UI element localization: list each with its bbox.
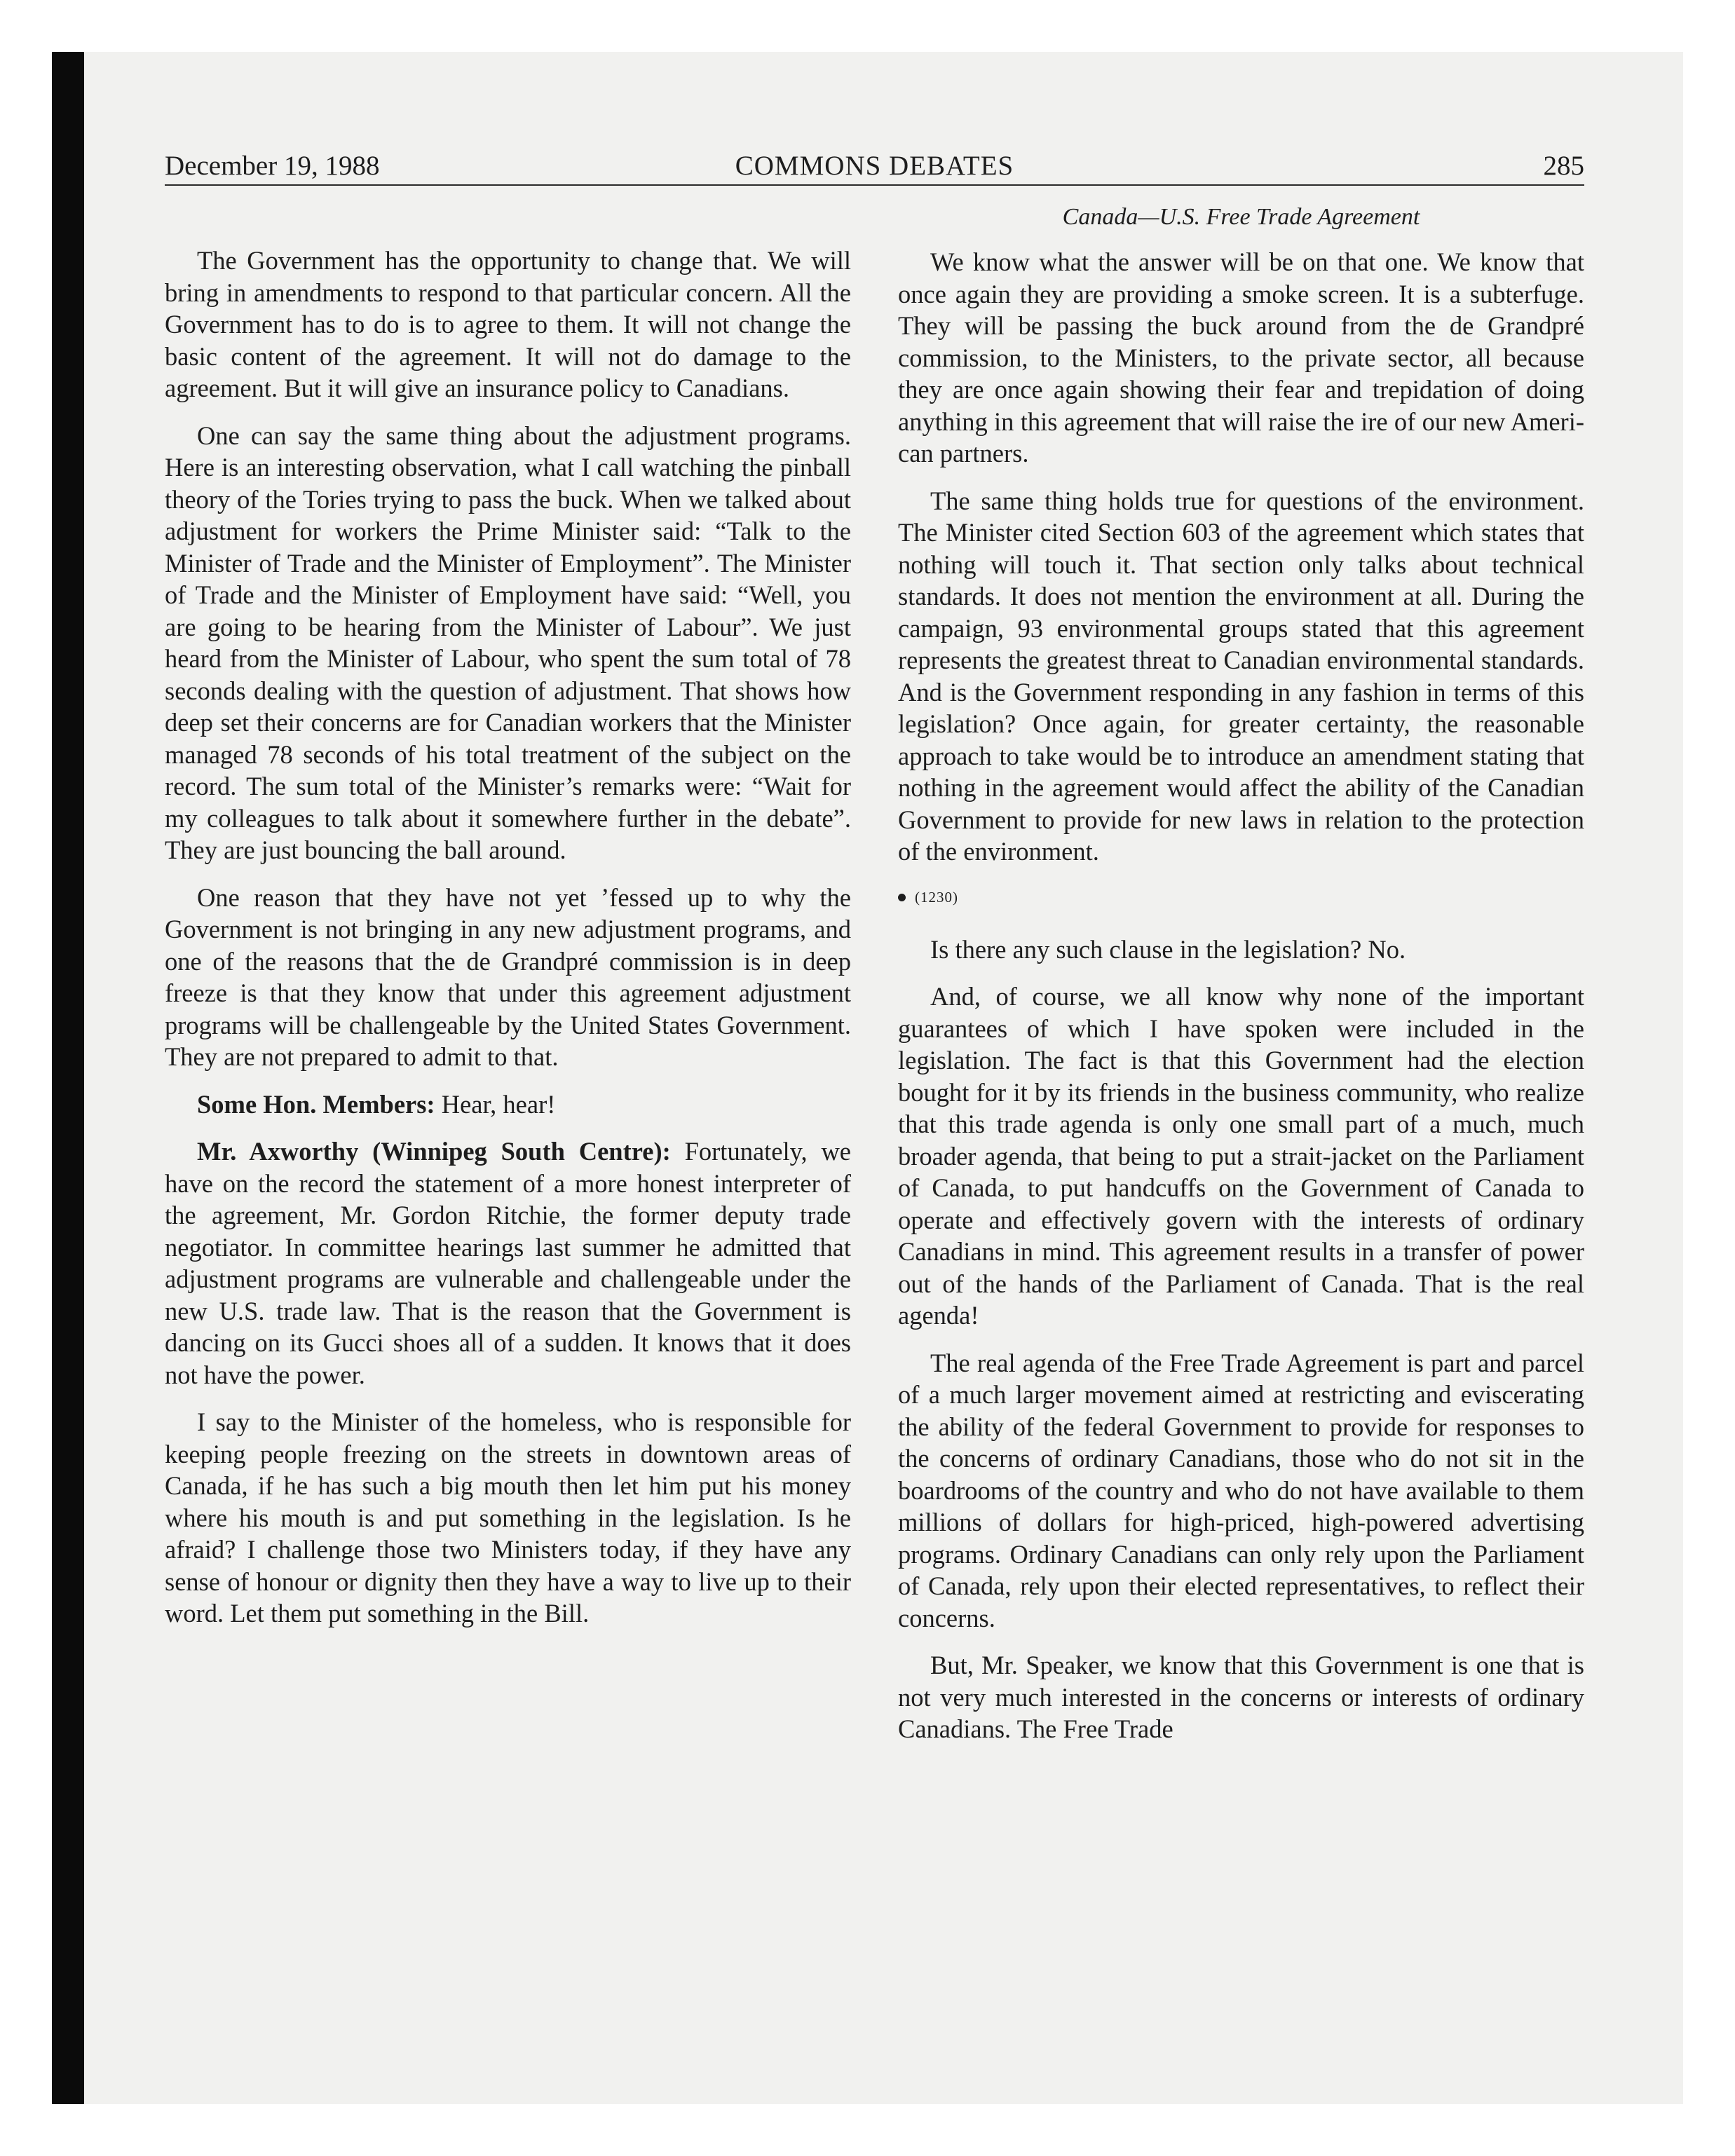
speaker-name: Mr. Axworthy (Winnipeg South Centre): — [197, 1137, 671, 1166]
paragraph: The same thing holds true for questions of the environment. The Minister cited Section 603 of the agreement which states that nothing will touch it. That section only talks about technical standards. It does not mention the environment at all. During the campaign, 93 environmental groups stated that this agreement represents the greatest threat to Canadian environmental standards. And is the Government responding in any fashion in terms of this legislation? Once again, for greater certainty, the reasonable approach to take would be to introduce an amendment stating that nothing in the agreement would affect the ability of the Canadian Government to provide for new laws in relation to the protection of the environment. — [898, 486, 1584, 866]
paragraph: The real agenda of the Free Trade Agreement is part and parcel of a much larger movement aimed at restricting and eviscerating the ability of the federal Government to provide for responses to the concerns of ordinary Canadians, those who do not sit in the boardrooms of the country and who do not have available to them millions of dollars for high-priced, high-powered advertising programs. Ordinary Canadians can only rely upon the Parliament of Canada, rely upon their elected representatives, to reflect their concerns. — [898, 1348, 1584, 1632]
header-publication: COMMONS DEBATES — [735, 151, 1014, 181]
header-page-number: 285 — [1543, 151, 1584, 181]
speaker-paragraph: Some Hon. Members: Hear, hear! — [197, 1089, 556, 1119]
paragraph: One can say the same thing about the adjustment programs. Here is an interesting observation, what I call watching the pinball theory of the Tories trying to pass the buck. When we talked about adjustment for workers the Prime Minister said: “Talk to the Minister of Trade and the Minister of Employment”. The Minister of Trade and the Minister of Employment have said: “Well, you are going to be hearing from the Minister of Labour”. We just heard from the Minister of Labour, who spent the sum total of 78 seconds dealing with the question of adjustment. That shows how deep set their concerns are for Canadian workers that the Minister managed 78 seconds of his total treatment of the subject on the record. The sum total of the Minister’s remarks were: “Wait for my colleagues to talk about it somewhere further in the debate”. They are just bouncing the ball around. — [165, 421, 851, 864]
paragraph: One reason that they have not yet ’fessed up to why the Government is not bringing in any new adjustment programs, and one of the reasons that the de Grandpré commission is in deep freeze is that they know that under this agreement adjustment programs will be challengeable by the United States Government. They are not prepared to admit to that. — [165, 882, 851, 1071]
bullet-icon — [898, 894, 906, 901]
left-column — [165, 245, 851, 1645]
running-head — [165, 149, 1584, 184]
time-marker: (1230) — [898, 883, 1584, 911]
paragraph: The Government has the opportunity to change that. We will bring in amendments to respond to that particular concern. All the Government has to do is to agree to them. It will not change the basic content of the agreement. It will not do damage to the agreement. But it will give an insurance policy to Canadians. — [165, 246, 851, 402]
speaker-name: Some Hon. Members: — [197, 1089, 435, 1119]
speaker-paragraph: Mr. Axworthy (Winnipeg South Centre): Fortunately, we have on the record the statement of a more honest interpreter of the agreement, Mr. Gordon Ritchie, the former deputy trade negotiator. In committee hearings last summer he admitted that adjustment programs are vulnerable and challengeable under the new U.S. trade law. That is the reason that the Government is dancing on its Gucci shoes all of a sudden. It knows that it does not have the power. — [165, 1137, 851, 1389]
paragraph: I say to the Minister of the homeless, who is responsible for keeping people freezing on the streets in downtown areas of Canada, if he has such a big mouth then let him put his money where his mouth is and put something in the legislation. Is he afraid? I challenge those two Ministers today, if they have any sense of honour or dignity then they have a way to live up to their word. Let them put something in the Bill. — [165, 1407, 851, 1628]
right-column — [898, 246, 1584, 1761]
paragraph: Is there any such clause in the legislation? No. — [930, 934, 1406, 964]
paragraph: But, Mr. Speaker, we know that this Government is one that is not very much interested in the concerns or interests of ordinary Canadians. The Free Trade — [898, 1651, 1584, 1743]
paragraph: We know what the answer will be on that one. We know that once again they are providing a smoke screen. It is a subterfuge. They will be passing the buck around from the de Grandpré commission, to the Ministers, to the private sector, all because they are once again showing their fear and trepidation of doing anything in this agreement that will raise the ire of our new American partners. — [898, 247, 1584, 468]
header-date: December 19, 1988 — [165, 151, 380, 181]
section-heading: Canada—U.S. Free Trade Agreement — [1062, 204, 1420, 230]
binding-edge — [52, 52, 84, 2104]
header-rule — [165, 184, 1584, 186]
paragraph: And, of course, we all know why none of the important guarantees of which I have spoken were included in the legislation. The fact is that this Government had the election bought for it by its friends in the business community, who realize that this trade agenda is only one small part of a much, much broader agenda, that being to put a strait-jacket on the Parliament of Canada, to put handcuffs on the Government of Canada to operate and effectively govern with the interests of ordinary Canadians in mind. This agreement results in a transfer of power out of the hands of the Parliament of Canada. That is the real agenda! — [898, 982, 1584, 1330]
